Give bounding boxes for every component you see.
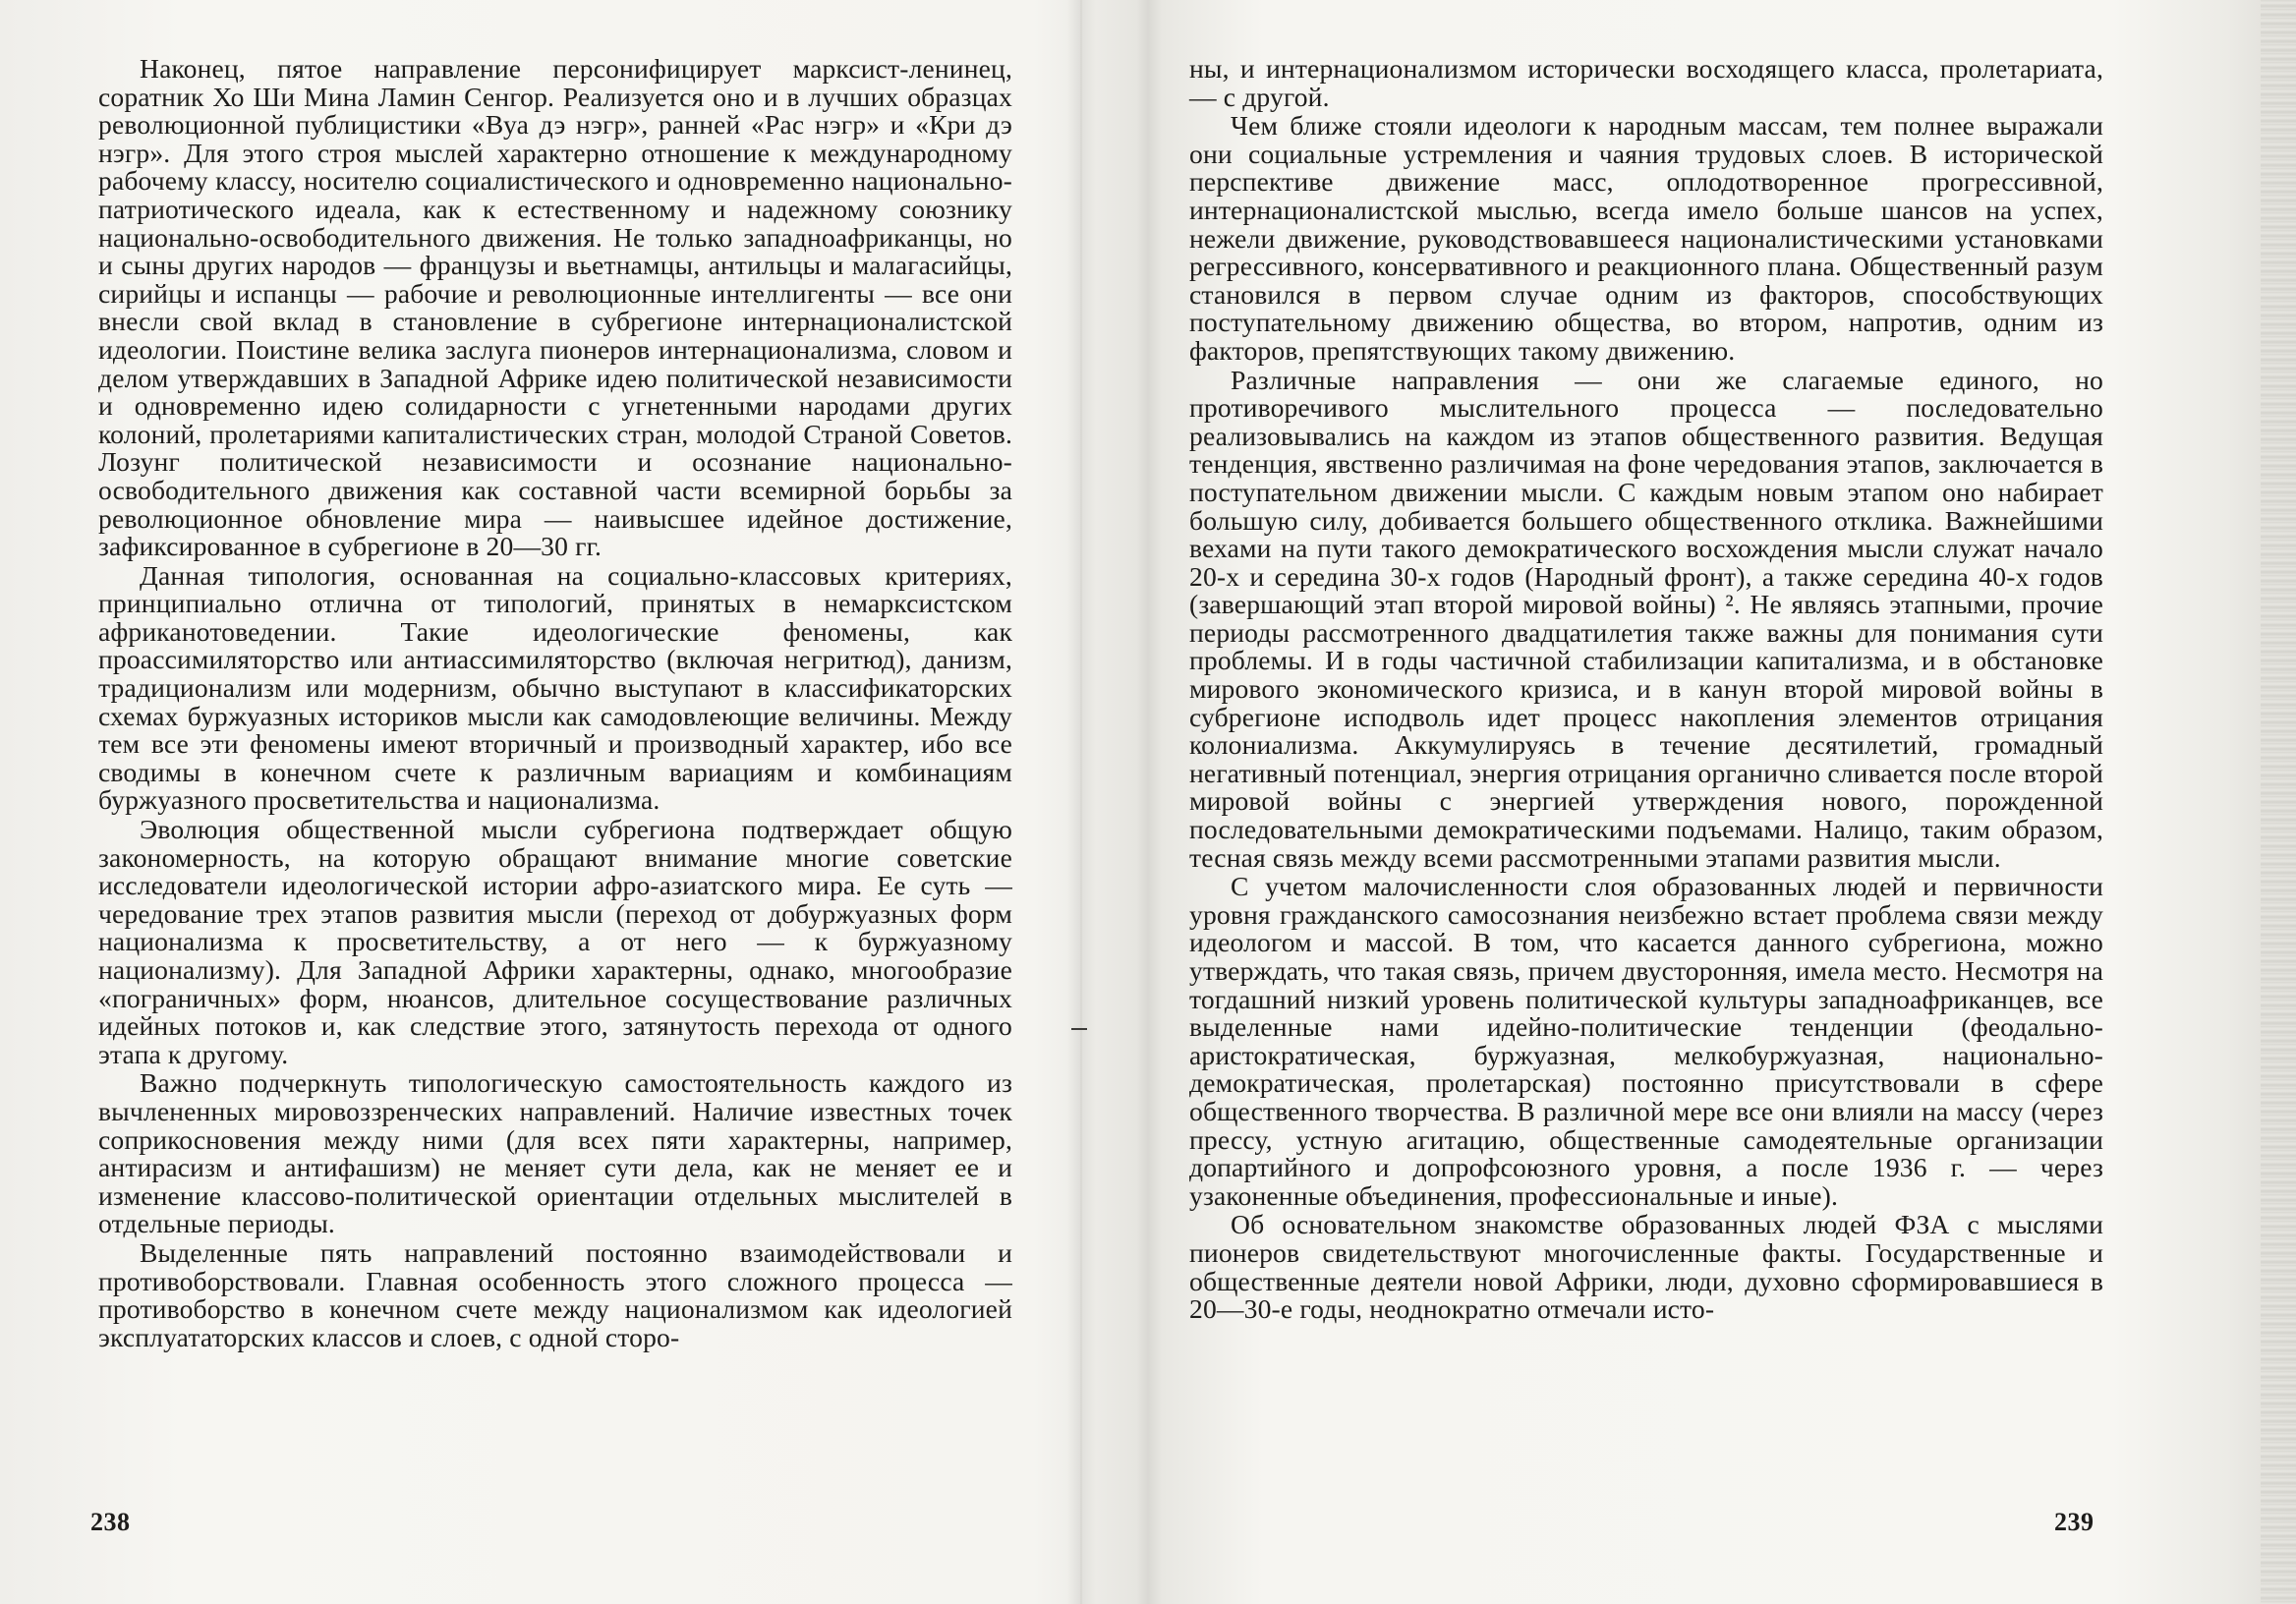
left-page-number: 238 [90, 1508, 131, 1536]
margin-mark [1071, 1028, 1087, 1030]
left-paragraph-1: Наконец, пятое направление персонифицирует марксист-ленинец, соратник Хо Ши Мина Ламин Сенгор. Реализуется оно и в лучших образцах революционной публицистики «Вуа дэ нэгр», ранней «Рас нэгр» и «Кри дэ нэгр». Для этого строя мыслей характерно отношение к международному рабочему классу, носителю социалистического и одновременно национально-патриотического идеала, как к естественному и надежному союзнику национально-освободительного движения. Не только западноафриканцы, но и сыны других народов — французы и вьетнамцы, антильцы и малагасийцы, сирийцы и испанцы — рабочие и революционные интеллигенты — все они внесли свой вклад в становление в субрегионе интернационалистской идеологии. Поистине велика заслуга пионеров интернационализма, словом и делом утверждавших в Западной Африке идею политической независимости и одновременно идею солидарности с угнетенными народами других колоний, пролетариями капиталистических стран, молодой Страной Советов. Лозунг политической независимости и осознание национально-освободительного движения как составной части всемирной борьбы за революционное обновление мира — наивысшее идейное достижение, зафиксированное в субрегионе в 20—30 гг. [98, 53, 1012, 562]
left-page [98, 55, 1012, 1351]
right-paragraph-3: Различные направления — они же слагаемые единого, но противоречивого мыслительного процесса — последовательно реализовывались на каждом из этапов общественного развития. Ведущая тенденция, явственно различимая на фоне чередования этапов, заключается в поступательном движении мысли. С каждым новым этапом оно набирает большую силу, добивается большего общественного отклика. Важнейшими вехами на пути такого демократического восхождения мысли служат начало 20-х и середина 30-х годов (Народный фронт), а также середина 40-х годов (завершающий этап второй мировой войны) ². Не являясь этапными, прочие периоды рассмотренного двадцатилетия также важны для понимания сути проблемы. И в годы частичной стабилизации капитализма, и в обстановке мирового экономического кризиса, и в канун второй мировой войны в субрегионе исподволь идет процесс накопления элементов отрицания колониализма. Аккумулируясь в течение десятилетий, громадный негативный потенциал, энергия отрицания органично сливается после второй мировой войны с энергией утверждения нового, порожденной последовательными демократическими подъемами. Налицо, таким образом, тесная связь между всеми рассмотренными этапами развития мысли. [1189, 364, 2103, 873]
right-page-number: 239 [2054, 1508, 2095, 1536]
page-edge [2261, 0, 2296, 1604]
right-paragraph-1: ны, и интернационализмом исторически восходящего класса, пролетариата, — с другой. [1189, 53, 2103, 112]
right-paragraph-2: Чем ближе стояли идеологи к народным массам, тем полнее выражали они социальные устремления и чаяния трудовых слоев. В исторической перспективе движение масс, оплодотворенное прогрессивной, интернационалистской мыслью, всегда имело больше шансов на успех, нежели движение, руководствовавшееся националистическими установками регрессивного, консервативного и реакционного плана. Общественный разум становился в первом случае одним из факторов, способствующих поступательному движению общества, во втором, напротив, одним из факторов, препятствующих такому движению. [1189, 110, 2103, 366]
right-paragraph-4: С учетом малочисленности слоя образованных людей и первичности уровня гражданского самосознания неизбежно встает проблема связи между идеологом и массой. В том, что касается данного субрегиона, можно утверждать, что такая связь, причем двусторонняя, имела место. Несмотря на тогдашний низкий уровень политической культуры западноафриканцев, все выделенные нами идейно-политические тенденции (феодально-аристократическая, буржуазная, мелкобуржуазная, национально-демократическая, пролетарская) постоянно присутствовали в сфере общественного творчества. В различной мере все они влияли на массу (через прессу, устную агитацию, общественные самодеятельные организации допартийного и допрофсоюзного уровня, а после 1936 г. — через узаконенные объединения, профессиональные и иные). [1189, 871, 2103, 1211]
left-paragraph-4: Важно подчеркнуть типологическую самостоятельность каждого из вычлененных мировоззренческих направлений. Наличие известных точек соприкосновения между ними (для всех пяти характерны, например, антирасизм и антифашизм) не меняет сути дела, как не меняет ее и изменение классово-политической ориентации отдельных мыслителей в отдельные периоды. [98, 1067, 1012, 1239]
left-paragraph-5: Выделенные пять направлений постоянно взаимодействовали и противоборствовали. Главная особенность этого сложного процесса — противоборство в конечном счете между национализмом как идеологией эксплуататорских классов и слоев, с одной сторо- [98, 1236, 1012, 1352]
book-gutter [1066, 0, 1096, 1604]
left-paragraph-3: Эволюция общественной мысли субрегиона подтверждает общую закономерность, на которую обращают внимание многие советские исследователи идеологической истории афро-азиатского мира. Ее суть — чередование трех этапов развития мысли (переход от добуржуазных форм национализма к просветительству, а от него — к буржуазному национализму). Для Западной Африки характерны, однако, многообразие «пограничных» форм, нюансов, длительное сосуществование различных идейных потоков и, как следствие этого, затянутость перехода от одного этапа к другому. [98, 814, 1012, 1069]
right-paragraph-5: Об основательном знакомстве образованных людей ФЗА с мыслями пионеров свидетельствуют многочисленные факты. Государственные и общественные деятели новой Африки, люди, духовно сформировавшиеся в 20—30-е годы, неоднократно отмечали исто- [1189, 1209, 2103, 1325]
left-paragraph-2: Данная типология, основанная на социально-классовых критериях, принципиально отлична от типологий, принятых в немарксистском африканотоведении. Такие идеологические феномены, как проассимиляторство или антиассимиляторство (включая негритюд), данизм, традиционализм или модернизм, обычно выступают в классификаторских схемах буржуазных историков мысли как самодовлеющие величины. Между тем все эти феномены имеют вторичный и производный характер, ибо все сводимы в конечном счете к различным вариациям и комбинациям буржуазного просветительства и национализма. [98, 559, 1012, 816]
right-page [1189, 55, 2103, 1324]
